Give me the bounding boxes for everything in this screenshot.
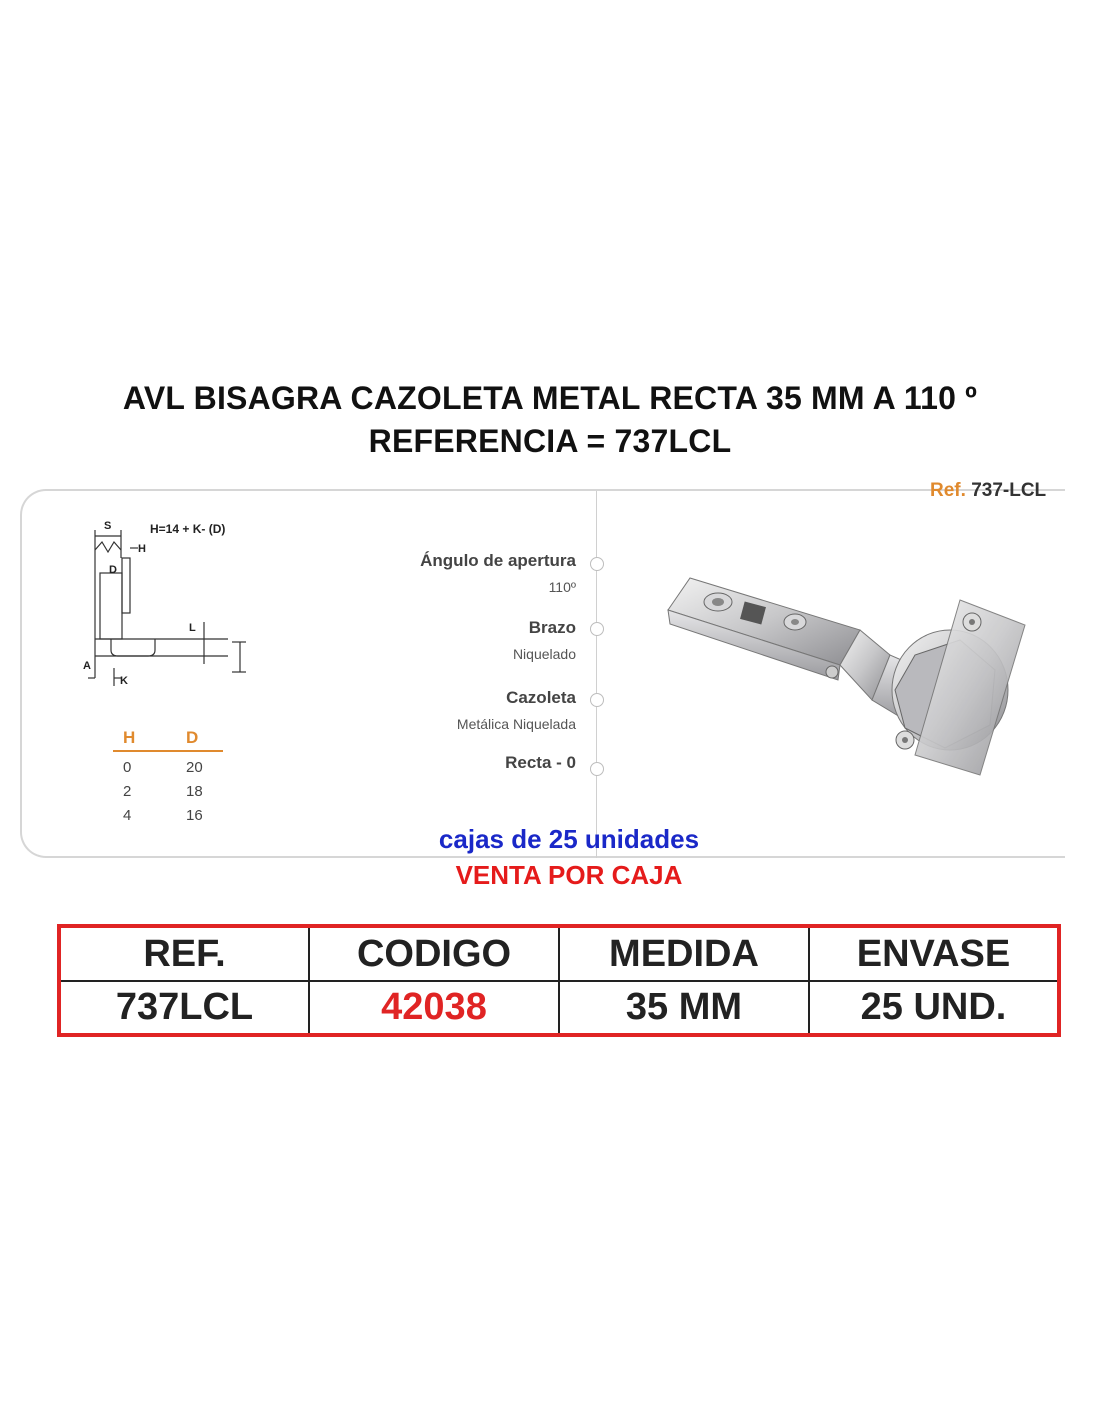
spec-value: 110º	[548, 579, 576, 595]
hd-header-d: D	[186, 728, 199, 747]
dim-label-s: S	[104, 520, 112, 532]
reference-tag-value: 737-LCL	[971, 480, 1047, 501]
height-formula: H=14 + K- (D)	[150, 522, 226, 536]
cell-envase: 25 UND.	[809, 981, 1059, 1035]
box-quantity-note: cajas de 25 unidades	[438, 824, 700, 854]
hd-table-row	[113, 759, 223, 776]
dim-label-h: H	[138, 543, 146, 555]
header-ref: REF.	[59, 926, 309, 981]
spec-bullet	[590, 557, 604, 571]
hd-cell-d: 18	[186, 783, 203, 800]
spec-straight	[505, 753, 576, 773]
hd-cell-h: 4	[123, 807, 132, 824]
hd-cell-h: 2	[123, 783, 132, 800]
hd-table-row	[113, 783, 223, 800]
dim-label-a: A	[83, 660, 91, 672]
cell-ref: 737LCL	[59, 981, 309, 1035]
hd-table-row	[113, 807, 223, 824]
spec-bullet	[590, 693, 604, 707]
hd-table-header	[113, 728, 223, 752]
spec-name: Ángulo de apertura	[420, 551, 576, 570]
hd-cell-d: 16	[186, 807, 203, 824]
header-envase: ENVASE	[809, 926, 1059, 981]
spec-value: Metálica Niquelada	[456, 716, 576, 732]
hinge-product-image	[650, 560, 1040, 800]
spec-value: Niquelado	[512, 646, 576, 662]
hd-header-h: H	[123, 728, 136, 747]
cell-medida: 35 MM	[559, 981, 809, 1035]
dim-label-k: K	[120, 675, 128, 687]
product-table-row	[59, 981, 1059, 1035]
product-table-header	[59, 926, 1059, 981]
spec-cup	[457, 688, 576, 732]
header-codigo: CODIGO	[309, 926, 559, 981]
dim-label-l: L	[189, 622, 196, 634]
hinge-technical-drawing	[78, 518, 253, 693]
hd-cell-h: 0	[123, 759, 132, 776]
spec-bullet	[590, 762, 604, 776]
spec-opening-angle	[420, 551, 576, 595]
header-medida: MEDIDA	[559, 926, 809, 981]
hd-table	[113, 728, 223, 824]
hd-cell-d: 20	[186, 759, 203, 776]
vertical-divider	[596, 491, 597, 858]
spec-bullet	[590, 622, 604, 636]
reference-tag-label: Ref.	[930, 480, 966, 501]
dim-label-d: D	[109, 564, 117, 576]
sale-unit-note: VENTA POR CAJA	[455, 860, 683, 890]
cell-codigo: 42038	[309, 981, 559, 1035]
spec-name: Recta - 0	[505, 753, 576, 772]
product-table	[57, 924, 1061, 1037]
spec-name: Brazo	[528, 618, 576, 637]
spec-name: Cazoleta	[506, 688, 576, 707]
reference-tag	[930, 480, 1046, 502]
page-title: AVL BISAGRA CAZOLETA METAL RECTA 35 MM A 110 º	[122, 380, 978, 416]
spec-arm	[513, 618, 576, 662]
page-subtitle: REFERENCIA = 737LCL	[368, 423, 732, 459]
